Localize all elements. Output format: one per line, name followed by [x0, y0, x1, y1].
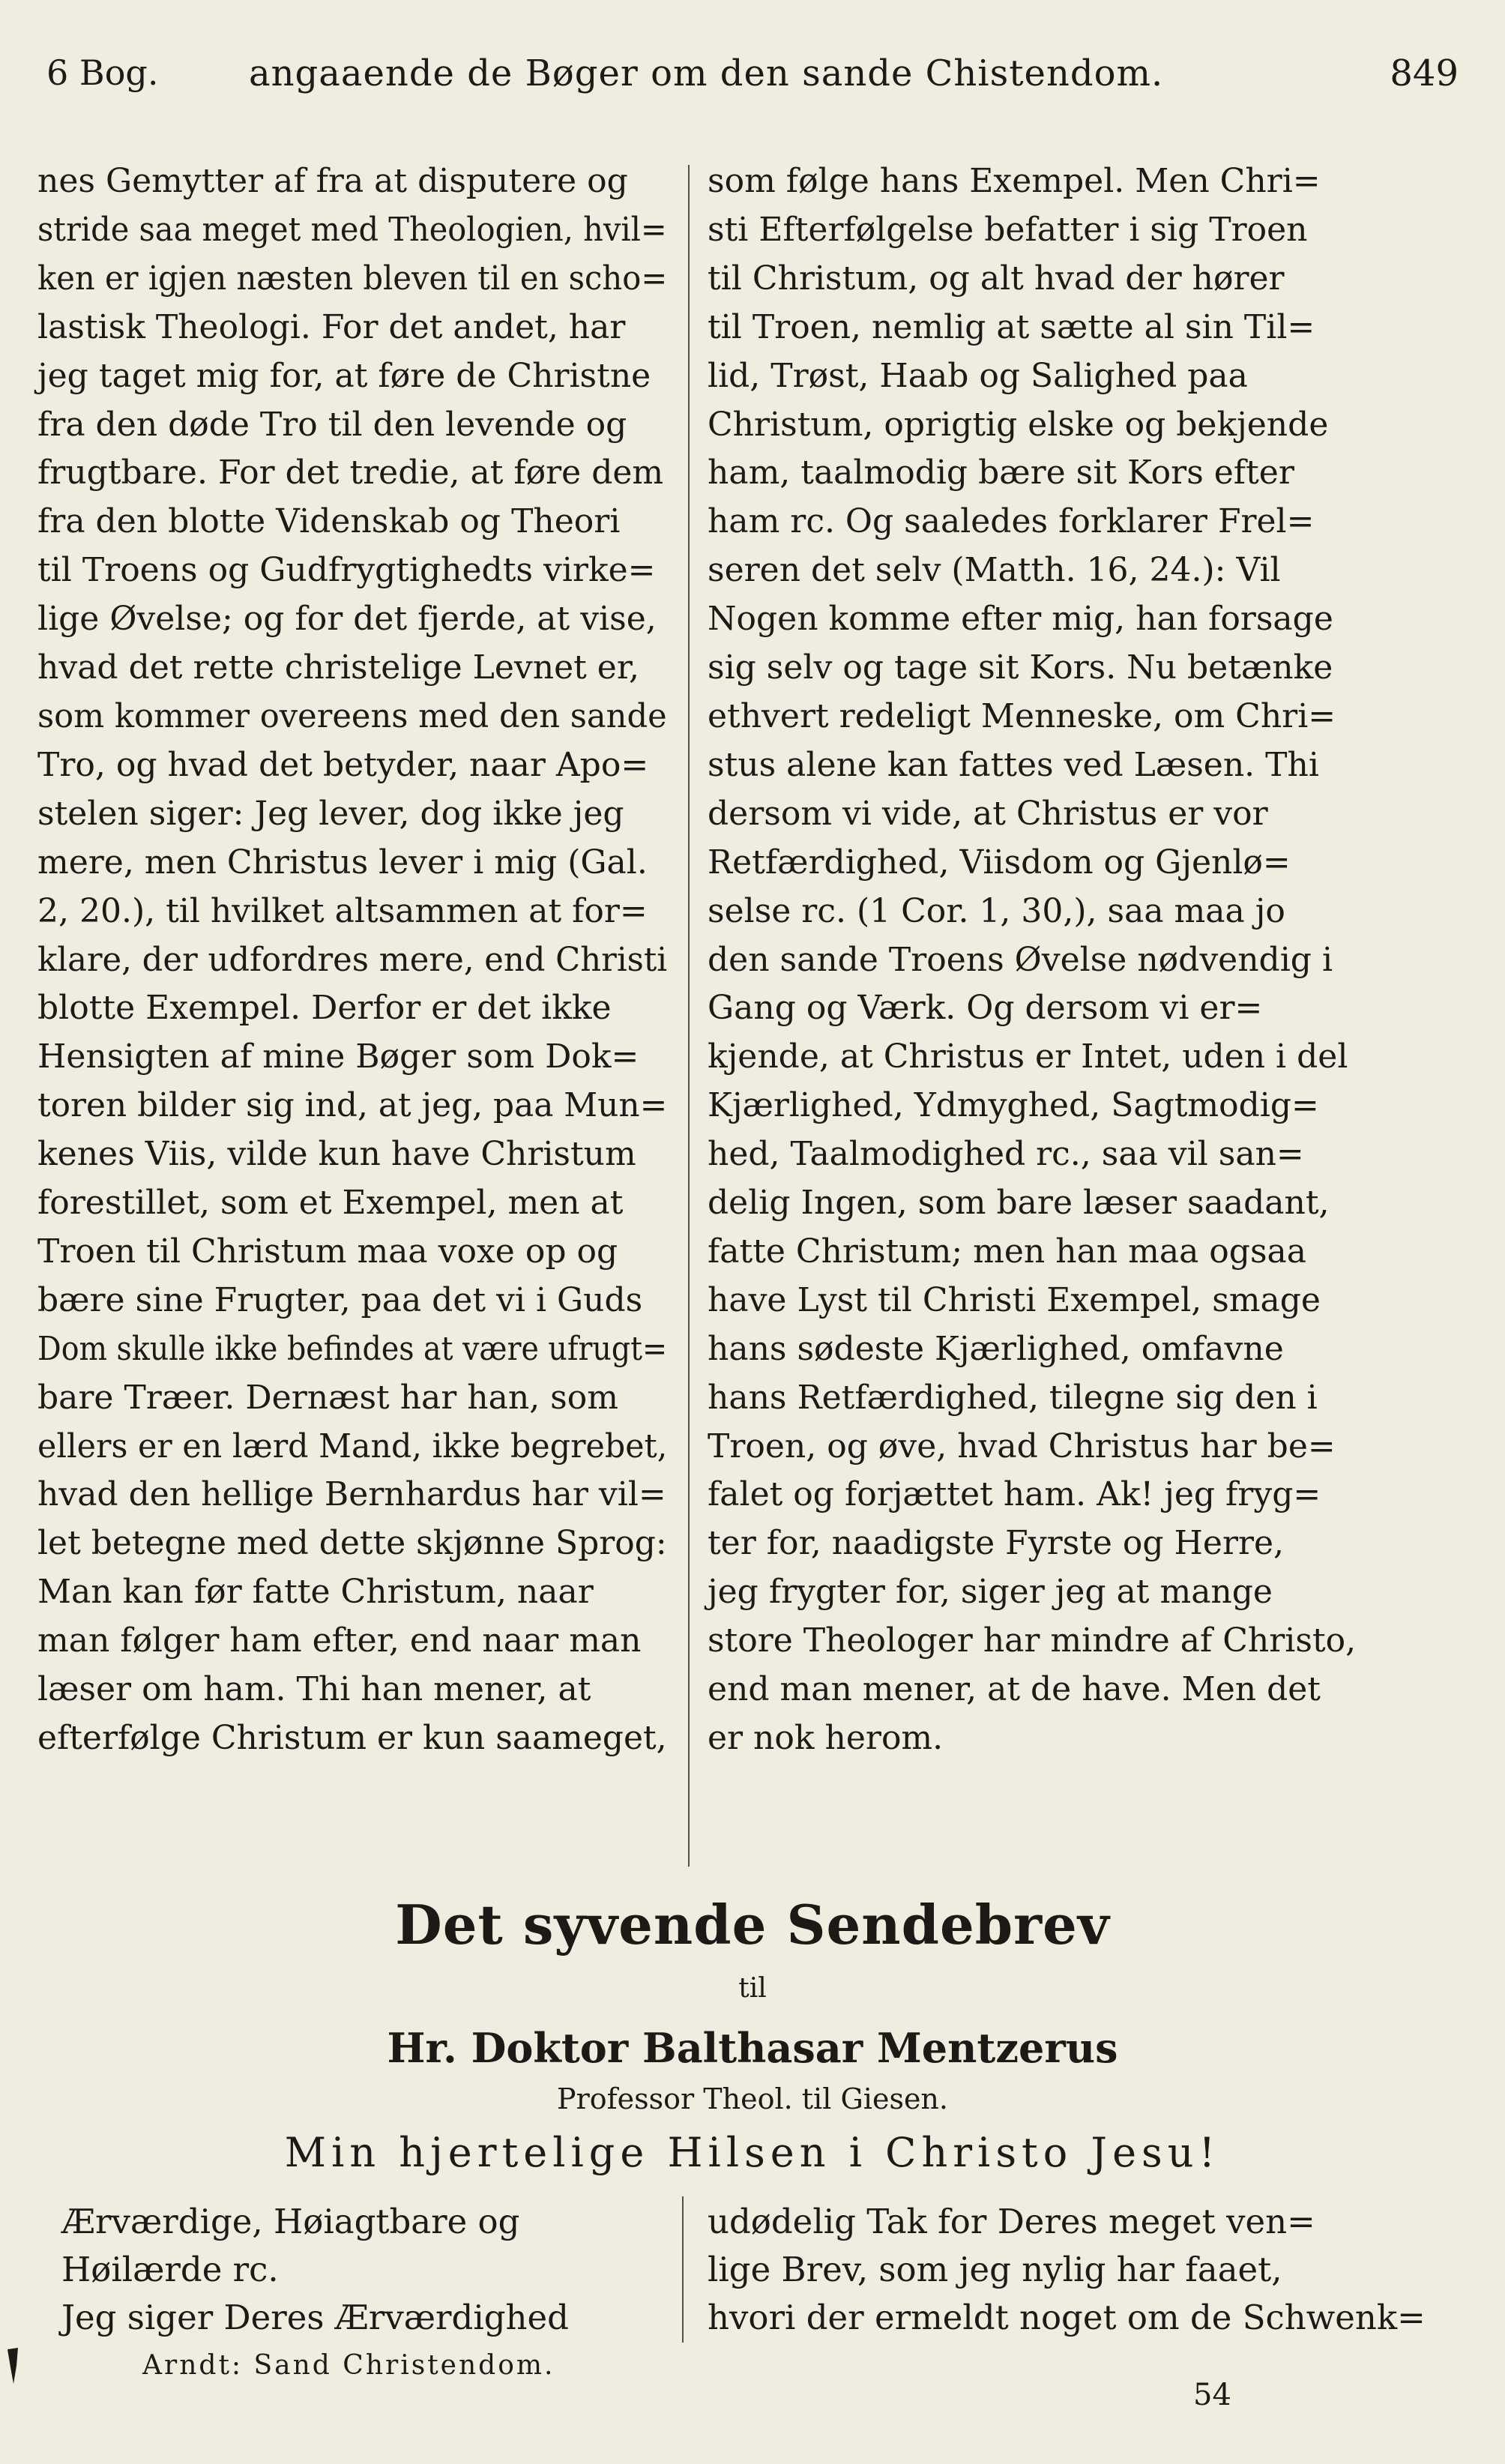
text-line: Troen, og øve, hvad Christus har be=	[708, 1427, 1336, 1466]
text-line: ethvert redeligt Menneske, om Chri=	[708, 696, 1336, 735]
text-line: Christum, oprigtig elske og bekjende	[708, 405, 1329, 444]
text-line: sig selv og tage sit Kors. Nu betænke	[708, 648, 1333, 687]
text-line: er nok herom.	[708, 1719, 944, 1757]
text-line: Kjærlighed, Ydmyghed, Sagtmodig=	[708, 1086, 1319, 1125]
page-number: 849	[1390, 52, 1459, 94]
text-line: nes Gemytter af fra at disputere og	[37, 162, 628, 200]
text-line: til Troen, nemlig at sætte al sin Til=	[708, 307, 1315, 346]
text-line: Man kan før fatte Christum, naar	[37, 1573, 594, 1612]
text-line: fra den døde Tro til den levende og	[37, 405, 627, 444]
text-line: lastisk Theologi. For det andet, har	[37, 307, 626, 346]
text-line: udødelig Tak for Deres meget ven=	[708, 2202, 1315, 2241]
text-line: hvad den hellige Bernhardus har vil=	[37, 1475, 666, 1514]
text-line: Tro, og hvad det betyder, naar Apo=	[37, 745, 649, 784]
text-line: fatte Christum; men han maa ogsaa	[708, 1232, 1307, 1271]
letter-title: Det syvende Sendebrev	[395, 1893, 1110, 1957]
left-text-column	[37, 157, 667, 1763]
letter-greeting: Min hjertelige Hilsen i Christo Jesu!	[284, 2129, 1221, 2176]
text-line: ter for, naadigste Fyrste og Herre,	[708, 1524, 1285, 1563]
text-line: forestillet, som et Exempel, men at	[37, 1184, 624, 1223]
text-line: Retfærdighed, Viisdom og Gjenlø=	[708, 843, 1291, 882]
running-header	[46, 36, 1459, 111]
letter-addressee: Hr. Doktor Balthasar Mentzerus	[387, 2024, 1118, 2072]
text-line: ham, taalmodig bære sit Kors efter	[708, 454, 1294, 493]
text-line: seren det selv (Matth. 16, 24.): Vil	[708, 551, 1281, 590]
text-line: sti Efterfølgelse befatter i sig Troen	[708, 210, 1308, 249]
text-line: Høilærde rc.	[61, 2250, 279, 2289]
text-line: hvori der ermeldt noget om de Schwenk=	[708, 2298, 1426, 2337]
sheet-number: 54	[1193, 2378, 1231, 2412]
letter-addressee-role: Professor Theol. til Giesen.	[557, 2082, 948, 2115]
text-line: Jeg siger Deres Ærværdighed	[61, 2298, 569, 2337]
text-line: hans Retfærdighed, tilegne sig den i	[708, 1378, 1318, 1417]
text-line: jeg taget mig for, at føre de Christne	[37, 356, 651, 395]
text-line: selse rc. (1 Cor. 1, 30,), saa maa jo	[708, 891, 1285, 930]
text-line: fra den blotte Videnskab og Theori	[37, 502, 621, 541]
text-line: Nogen komme efter mig, han forsage	[708, 600, 1333, 639]
column-divider	[688, 165, 690, 1867]
text-line: som kommer overeens med den sande	[37, 696, 667, 735]
text-line: Ærværdige, Høiagtbare og	[61, 2202, 520, 2241]
text-line: bære sine Frugter, paa det vi i Guds	[37, 1280, 643, 1319]
text-line: lid, Trøst, Haab og Salighed paa	[708, 356, 1248, 395]
text-line: kenes Viis, vilde kun have Christum	[37, 1135, 636, 1174]
text-line: falet og forjættet ham. Ak! jeg fryg=	[708, 1475, 1321, 1514]
text-line: let betegne med dette skjønne Sprog:	[37, 1524, 667, 1563]
signature-line: Arndt: Sand Christendom.	[142, 2350, 555, 2381]
text-line: Dom skulle ikke befindes at være ufrugt=	[37, 1329, 668, 1368]
text-line: lige Øvelse; og for det fjerde, at vise,	[37, 600, 657, 639]
text-line: bare Træer. Dernæst har han, som	[37, 1378, 618, 1417]
text-line: stus alene kan fattes ved Læsen. Thi	[708, 745, 1319, 784]
letter-right-column	[708, 2198, 1457, 2342]
text-line: efterfølge Christum er kun saameget,	[37, 1719, 667, 1757]
text-line: klare, der udfordres mere, end Christi	[37, 940, 668, 979]
text-line: ken er igjen næsten bleven til en scho=	[37, 259, 668, 298]
text-line: man følger ham efter, end naar man	[37, 1621, 642, 1660]
text-line: toren bilder sig ind, at jeg, paa Mun=	[37, 1086, 668, 1125]
running-title: angaaende de Bøger om den sande Chistendom.	[249, 52, 1164, 94]
text-line: 2, 20.), til hvilket altsammen at for=	[37, 891, 648, 930]
text-line: jeg frygter for, siger jeg at mange	[708, 1573, 1273, 1612]
text-line: ham rc. Og saaledes forklarer Frel=	[708, 502, 1315, 541]
text-line: store Theologer har mindre af Christo,	[708, 1621, 1357, 1660]
text-line: som følge hans Exempel. Men Chri=	[708, 162, 1321, 200]
text-line: blotte Exempel. Derfor er det ikke	[37, 989, 612, 1028]
text-line: dersom vi vide, at Christus er vor	[708, 794, 1268, 833]
text-line: den sande Troens Øvelse nødvendig i	[708, 940, 1333, 979]
text-line: til Troens og Gudfrygtighedts virke=	[37, 551, 656, 590]
text-line: kjende, at Christus er Intet, uden i del	[708, 1037, 1348, 1076]
text-line: hed, Taalmodighed rc., saa vil san=	[708, 1135, 1304, 1174]
right-text-column	[708, 157, 1457, 1763]
text-line: ellers er en lærd Mand, ikke begrebet,	[37, 1427, 668, 1466]
text-line: end man mener, at de have. Men det	[708, 1670, 1321, 1709]
text-line: læser om ham. Thi han mener, at	[37, 1670, 591, 1709]
text-line: stride saa meget med Theologien, hvil=	[37, 210, 667, 249]
printer-mark-icon	[4, 2345, 21, 2387]
text-line: lige Brev, som jeg nylig har faaet,	[708, 2250, 1282, 2289]
book-section-label: 6 Bog.	[46, 52, 159, 93]
text-line: hans sødeste Kjærlighed, omfavne	[708, 1329, 1284, 1368]
text-line: have Lyst til Christi Exempel, smage	[708, 1280, 1321, 1319]
letter-left-column	[61, 2198, 676, 2342]
text-line: delig Ingen, som bare læser saadant,	[708, 1184, 1330, 1223]
text-line: stelen siger: Jeg lever, dog ikke jeg	[37, 794, 624, 833]
text-line: til Christum, og alt hvad der hører	[708, 259, 1285, 298]
text-line: Troen til Christum maa voxe op og	[37, 1232, 618, 1271]
text-line: Gang og Værk. Og dersom vi er=	[708, 989, 1263, 1028]
text-line: Hensigten af mine Bøger som Dok=	[37, 1037, 639, 1076]
column-divider-lower	[682, 2196, 684, 2343]
text-line: frugtbare. For det tredie, at føre dem	[37, 454, 664, 493]
text-line: mere, men Christus lever i mig (Gal.	[37, 843, 648, 882]
text-line: hvad det rette christelige Levnet er,	[37, 648, 640, 687]
letter-to-line: til	[738, 1973, 767, 2004]
